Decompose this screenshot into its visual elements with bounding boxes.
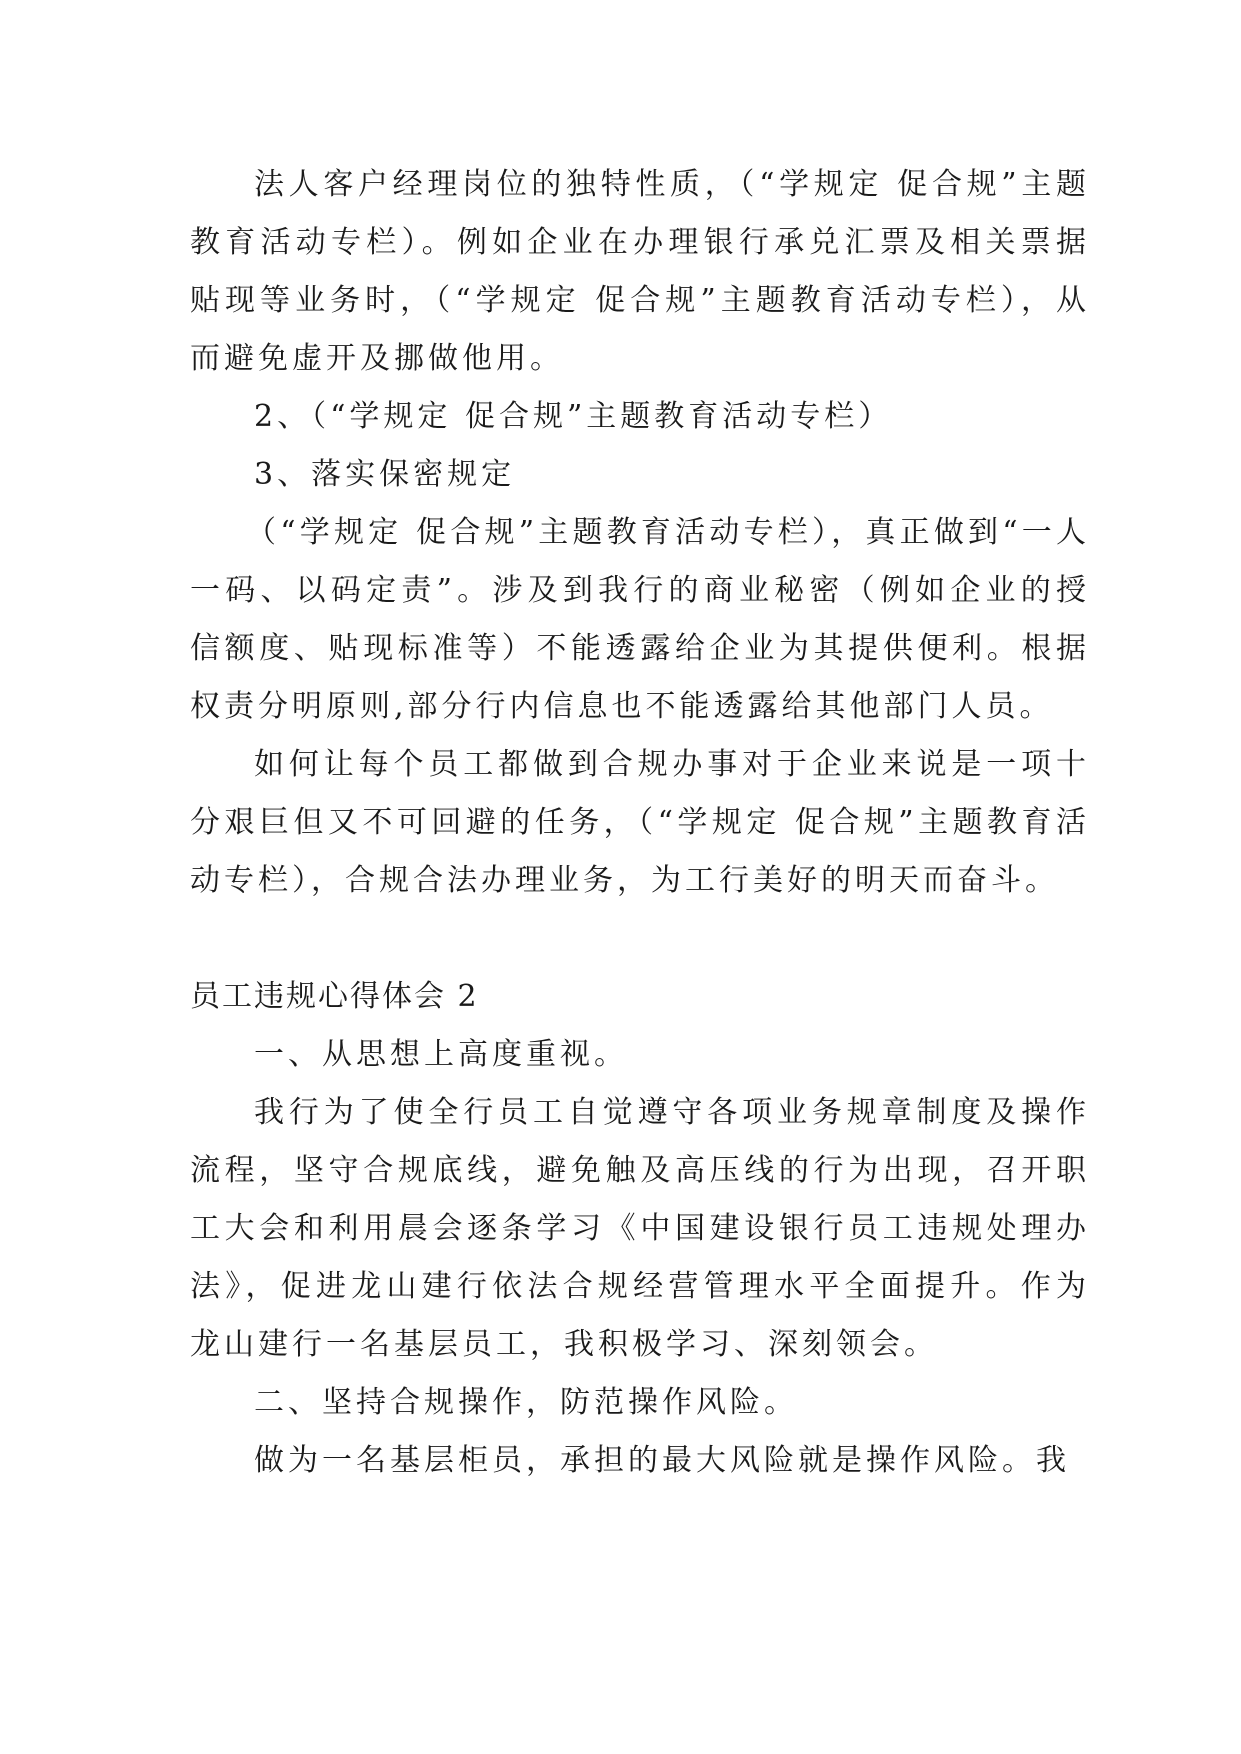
document-body <box>190 156 1090 1490</box>
paragraph: 3、落实保密规定 <box>254 457 516 492</box>
paragraph: 法人客户经理岗位的独特性质，（“学规定 促合规”主题教育活动专栏）。例如企业在办理银行承兑汇票及相关票据贴现等业务时，（“学规定 促合规”主题教育活动专栏），从而避免虚开及挪做他用。 <box>190 167 1090 376</box>
paragraph: 二、坚持合规操作，防范操作风险。 <box>254 1385 798 1420</box>
section-title: 员工违规心得体会 2 <box>190 979 479 1014</box>
paragraph: 2、（“学规定 促合规”主题教育活动专栏） <box>254 399 893 434</box>
paragraph: 我行为了使全行员工自觉遵守各项业务规章制度及操作流程，坚守合规底线，避免触及高压线的行为出现，召开职工大会和利用晨会逐条学习《中国建设银行员工违规处理办法》，促进龙山建行依法合规经营管理水平全面提升。作为龙山建行一名基层员工，我积极学习、深刻领会。 <box>190 1095 1090 1362</box>
paragraph: 一、从思想上高度重视。 <box>254 1037 628 1072</box>
paragraph: （“学规定 促合规”主题教育活动专栏），真正做到“一人一码、以码定责”。涉及到我行的商业秘密（例如企业的授信额度、贴现标准等）不能透露给企业为其提供便利。根据权责分明原则,部分行内信息也不能透露给其他部门人员。 <box>190 515 1090 724</box>
paragraph: 做为一名基层柜员，承担的最大风险就是操作风险。我 <box>254 1443 1070 1478</box>
paragraph: 如何让每个员工都做到合规办事对于企业来说是一项十分艰巨但又不可回避的任务，（“学规定 促合规”主题教育活动专栏），合规合法办理业务，为工行美好的明天而奋斗。 <box>190 747 1090 898</box>
